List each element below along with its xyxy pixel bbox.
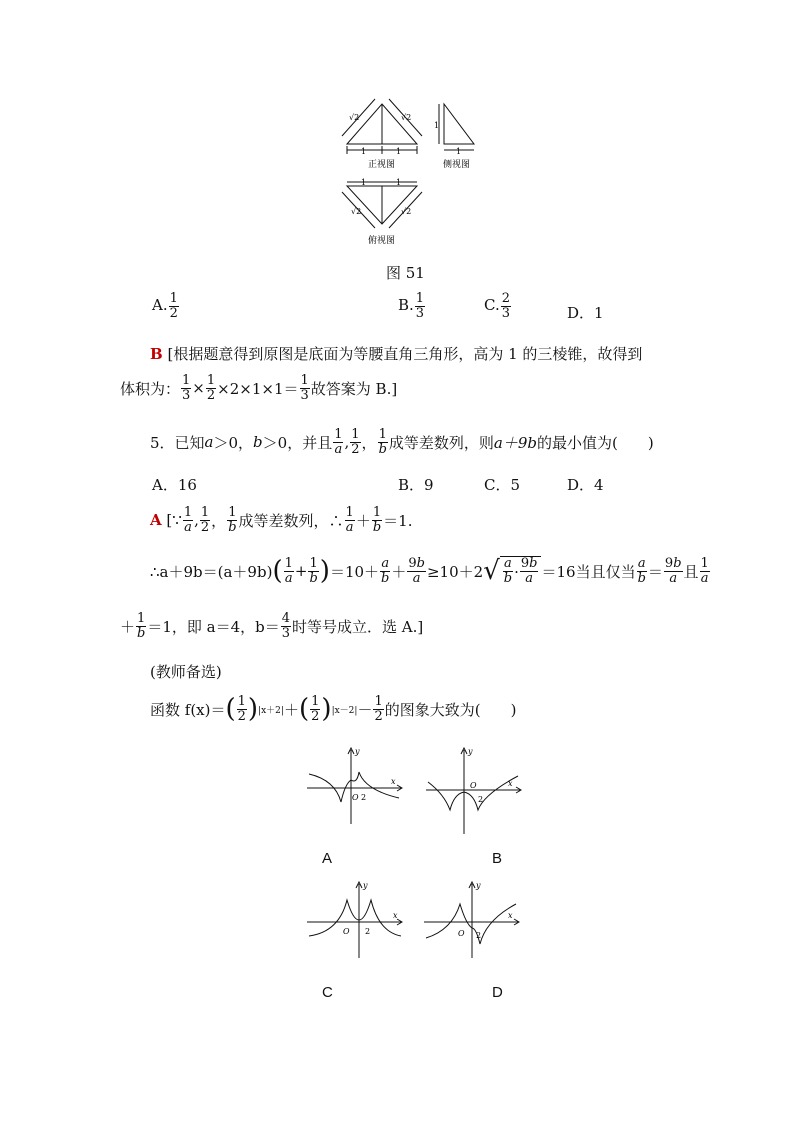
svg-text:O: O bbox=[343, 927, 350, 936]
q5-stem: 5．已知 a ＞0， b ＞0，并且 $\frac{1}{a}$ , $\frac{1}{2}$ ， $\frac{1}{b}$ 成等差数列，则 a＋9b 的最小值为( ) bbox=[150, 427, 654, 457]
q4-answer-line2: 体积为： $\frac{1}{3}$ × $\frac{1}{2}$ ×2×1×1＝ $\frac{1}{3}$ 故答案为 B.] bbox=[120, 373, 398, 403]
q5-answer-line1: A [∵ $\frac{1}{a}$ , $\frac{1}{2}$ ， $\frac{1}{b}$ 成等差数列，∴ $\frac{1}{a}$ ＋ $\frac{1}{b}$ ＝1. bbox=[150, 505, 413, 535]
svg-text:O: O bbox=[458, 929, 465, 938]
q5-answer-letter: A bbox=[150, 511, 162, 530]
q4-option-b: B. $\frac{1}{3}$ bbox=[398, 291, 425, 321]
graph-d bbox=[422, 880, 522, 960]
graph-b-label: B bbox=[492, 850, 503, 867]
graph-b bbox=[424, 746, 524, 836]
extra-stem: 函数 f(x)＝ ( $\frac{1}{2}$ ) |x＋2| ＋ ( $\frac{1}{2}$ ) |x－2| － $\frac{1}{2}$ 的图象大致为( ) bbox=[150, 694, 517, 725]
svg-text:2: 2 bbox=[365, 927, 371, 936]
q4-option-c: C. $\frac{2}{3}$ bbox=[484, 291, 510, 321]
graph-d-label: D bbox=[492, 984, 503, 1001]
q4-answer-line1: B [根据题意得到原图是底面为等腰直角三角形，高为 1 的三棱锥，故得到 bbox=[150, 345, 643, 363]
three-view-figure bbox=[335, 96, 485, 251]
front-view bbox=[342, 99, 422, 154]
svg-text:y: y bbox=[468, 747, 473, 756]
teacher-extra-heading: (教师备选) bbox=[150, 663, 222, 681]
svg-text:x: x bbox=[393, 911, 398, 920]
side-view bbox=[439, 104, 474, 150]
figure-caption: 图 51 bbox=[386, 264, 425, 282]
svg-text:y: y bbox=[363, 881, 368, 890]
svg-text:O: O bbox=[470, 781, 477, 790]
graph-c bbox=[305, 880, 405, 960]
q5-option-a: A．16 bbox=[152, 476, 197, 494]
q5-answer-line3: ＋ $\frac{1}{b}$ ＝1，即 a＝4，b＝ $\frac{4}{3}$ 时等号成立．选 A.] bbox=[120, 611, 424, 641]
q5-option-c: C．5 bbox=[484, 476, 521, 494]
svg-text:√2: √2 bbox=[349, 113, 360, 122]
svg-text:√2: √2 bbox=[351, 207, 362, 216]
top-view bbox=[342, 182, 422, 228]
graph-a bbox=[305, 746, 405, 826]
svg-text:x: x bbox=[508, 779, 513, 788]
svg-text:O: O bbox=[352, 793, 359, 802]
svg-text:1: 1 bbox=[456, 147, 462, 156]
svg-text:1: 1 bbox=[361, 178, 367, 187]
svg-text:√2: √2 bbox=[401, 113, 412, 122]
svg-text:x: x bbox=[391, 777, 396, 786]
svg-text:1: 1 bbox=[434, 121, 440, 130]
svg-text:1: 1 bbox=[361, 147, 367, 156]
svg-text:x: x bbox=[508, 911, 513, 920]
q5-option-b: B．9 bbox=[398, 476, 434, 494]
svg-text:2: 2 bbox=[478, 795, 484, 804]
svg-text:1: 1 bbox=[396, 178, 402, 187]
svg-text:√2: √2 bbox=[401, 207, 412, 216]
graph-c-label: C bbox=[322, 984, 333, 1001]
svg-text:1: 1 bbox=[396, 147, 402, 156]
q4-answer-letter: B bbox=[150, 345, 163, 363]
q4-option-d: D．1 bbox=[567, 304, 604, 322]
q5-answer-line2: ∴a＋9b＝(a＋9b) ( $\frac{1}{a}$ + $\frac{1}{b}$ ) ＝10＋ $\frac{a}{b}$ ＋ $\frac{9b}{a}$ ≥10＋2 √ $\frac{a}{b}$ · $\frac{9b}{a}$ ＝16当且仅当 $\frac{a}{b}$ ＝ $\frac{9b}{a}$ 且 $\frac{1}{a}$ bbox=[150, 555, 709, 586]
top-view-label: 俯视图 bbox=[368, 236, 396, 246]
svg-text:y: y bbox=[355, 747, 360, 756]
svg-text:2: 2 bbox=[361, 793, 367, 802]
side-view-label: 侧视图 bbox=[443, 160, 471, 170]
svg-text:y: y bbox=[476, 881, 481, 890]
graph-a-label: A bbox=[322, 850, 333, 867]
front-view-label: 正视图 bbox=[368, 160, 396, 170]
q4-option-a: A. $\frac{1}{2}$ bbox=[152, 291, 178, 321]
svg-text:2: 2 bbox=[476, 931, 482, 940]
q5-option-d: D．4 bbox=[567, 476, 604, 494]
